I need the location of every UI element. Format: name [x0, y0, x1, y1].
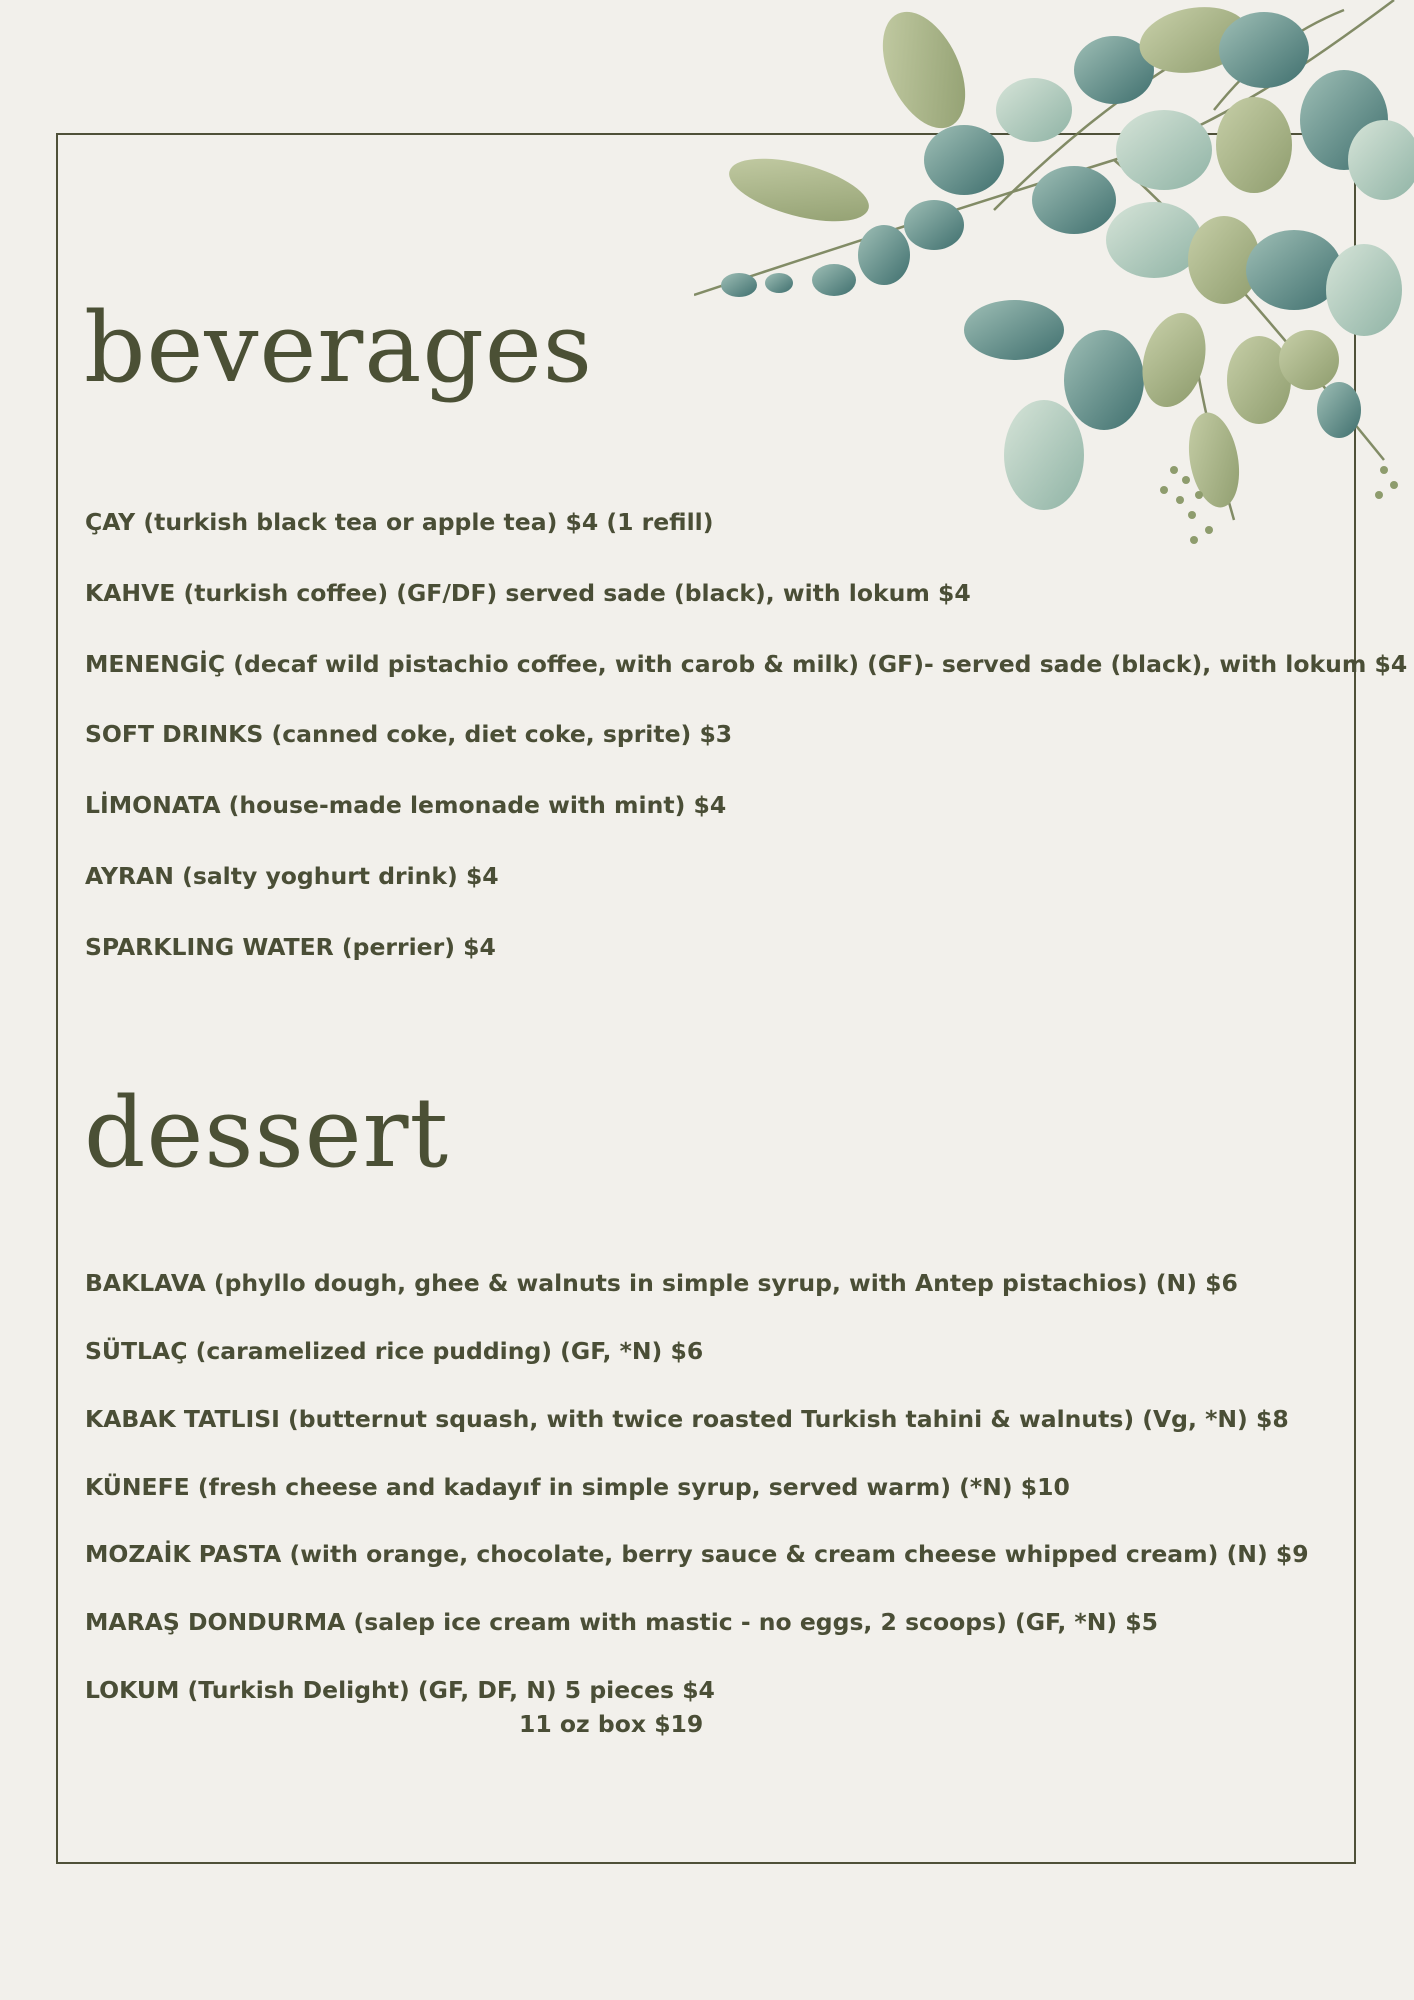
beverages-heading: beverages [84, 292, 593, 404]
dessert-item: KÜNEFE (fresh cheese and kadayıf in simple syrup, served warm) (*N) $10 [85, 1473, 1070, 1501]
dessert-heading: dessert [84, 1077, 450, 1189]
beverage-item: ÇAY (turkish black tea or apple tea) $4 (1 refill) [85, 508, 714, 536]
dessert-item: BAKLAVA (phyllo dough, ghee & walnuts in simple syrup, with Antep pistachios) (N) $6 [85, 1269, 1238, 1297]
eucalyptus-branch-illustration [694, 0, 1414, 560]
dessert-item: MOZAİK PASTA (with orange, chocolate, berry sauce & cream cheese whipped cream) (N) $9 [85, 1540, 1309, 1568]
beverage-item: KAHVE (turkish coffee) (GF/DF) served sade (black), with lokum $4 [85, 579, 971, 607]
beverage-item: SPARKLING WATER (perrier) $4 [85, 933, 496, 961]
dessert-item: SÜTLAÇ (caramelized rice pudding) (GF, *N) $6 [85, 1337, 704, 1365]
beverage-item: AYRAN (salty yoghurt drink) $4 [85, 862, 499, 890]
beverage-item: MENENGİÇ (decaf wild pistachio coffee, with carob & milk) (GF)- served sade (black), with lokum $4 [85, 650, 1408, 678]
dessert-item: LOKUM (Turkish Delight) (GF, DF, N) 5 pieces $4 [85, 1676, 715, 1704]
dessert-item: MARAŞ DONDURMA (salep ice cream with mastic - no eggs, 2 scoops) (GF, *N) $5 [85, 1608, 1159, 1636]
lokum-box-price: 11 oz box $19 [519, 1710, 704, 1738]
beverage-item: LİMONATA (house-made lemonade with mint) $4 [85, 791, 727, 819]
beverage-item: SOFT DRINKS (canned coke, diet coke, sprite) $3 [85, 720, 733, 748]
dessert-item: KABAK TATLISI (butternut squash, with twice roasted Turkish tahini & walnuts) (Vg, *N) $8 [85, 1405, 1289, 1433]
